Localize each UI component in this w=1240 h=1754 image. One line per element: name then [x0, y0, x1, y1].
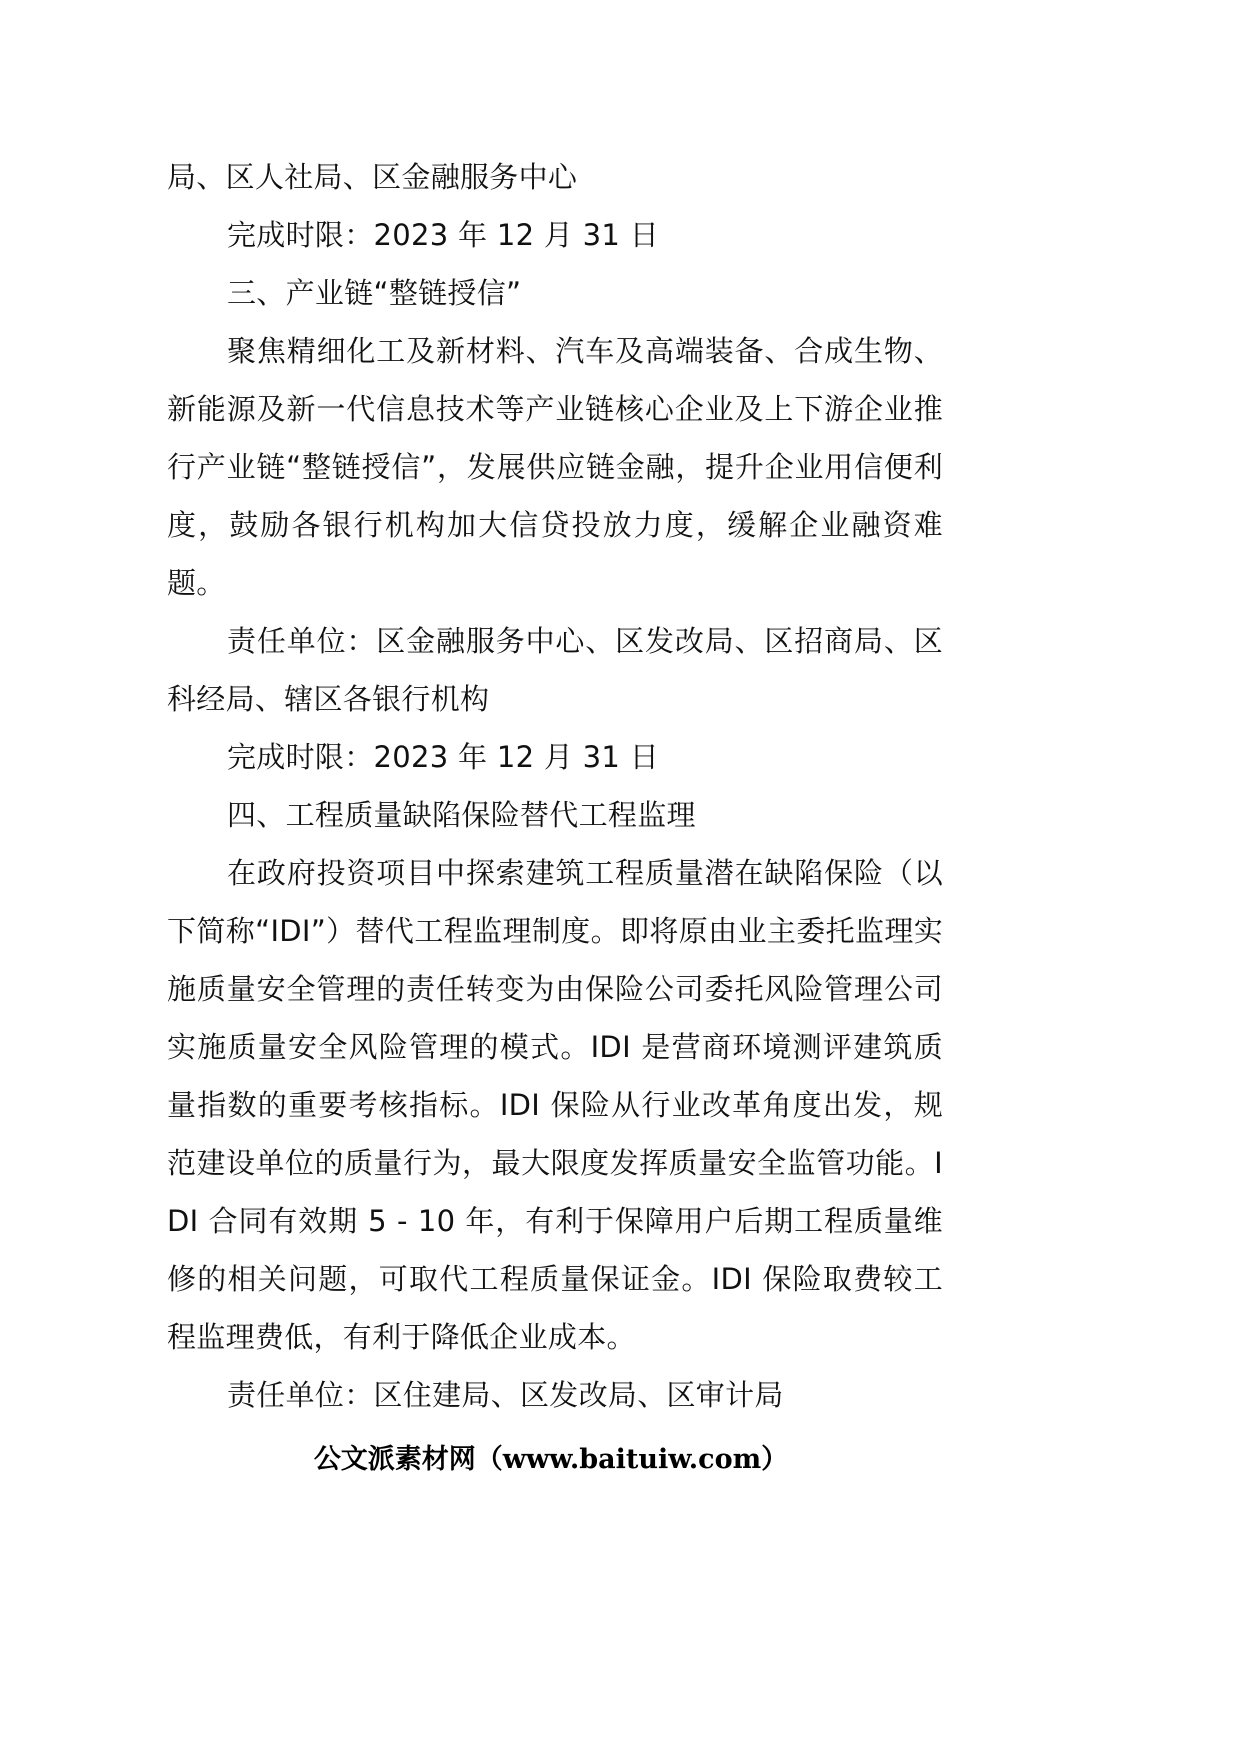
footer-watermark: 公文派素材网（www.baituiw.com） [313, 1444, 789, 1475]
paragraph-body: 在政府投资项目中探索建筑工程质量潜在缺陷保险（以下简称“IDI”）替代工程监理制度。即将原由业主委托监理实施质量安全管理的责任转变为由保险公司委托风险管理公司实施质量安全风险管理的模式。IDI 是营商环境测评建筑质量指数的重要考核指标。IDI 保险从行业改革角度出发，规范建设单位的质量行为，最大限度发挥质量安全监管功能。IDI 合同有效期 5 - 10 年，有利于保障用户后期工程质量维修的相关问题，可取代工程质量保证金。IDI 保险取费较工程监理费低，有利于降低企业成本。 [167, 856, 943, 1354]
paragraph-continuation: 局、区人社局、区金融服务中心 [167, 160, 578, 194]
section-heading-3: 三、产业链“整链授信” [227, 276, 522, 310]
paragraph-deadline: 完成时限：2023 年 12 月 31 日 [227, 740, 659, 774]
paragraph-body: 聚焦精细化工及新材料、汽车及高端装备、合成生物、新能源及新一代信息技术等产业链核心企业及上下游企业推行产业链“整链授信”，发展供应链金融，提升企业用信便利度，鼓励各银行机构加大信贷投放力度，缓解企业融资难题。 [167, 334, 943, 600]
document-body [167, 148, 943, 1424]
paragraph-deadline: 完成时限：2023 年 12 月 31 日 [227, 218, 659, 252]
paragraph-responsible-units: 责任单位：区住建局、区发改局、区审计局 [227, 1378, 784, 1412]
section-heading-4: 四、工程质量缺陷保险替代工程监理 [227, 798, 696, 832]
paragraph-responsible-units: 责任单位：区金融服务中心、区发改局、区招商局、区科经局、辖区各银行机构 [167, 624, 943, 716]
